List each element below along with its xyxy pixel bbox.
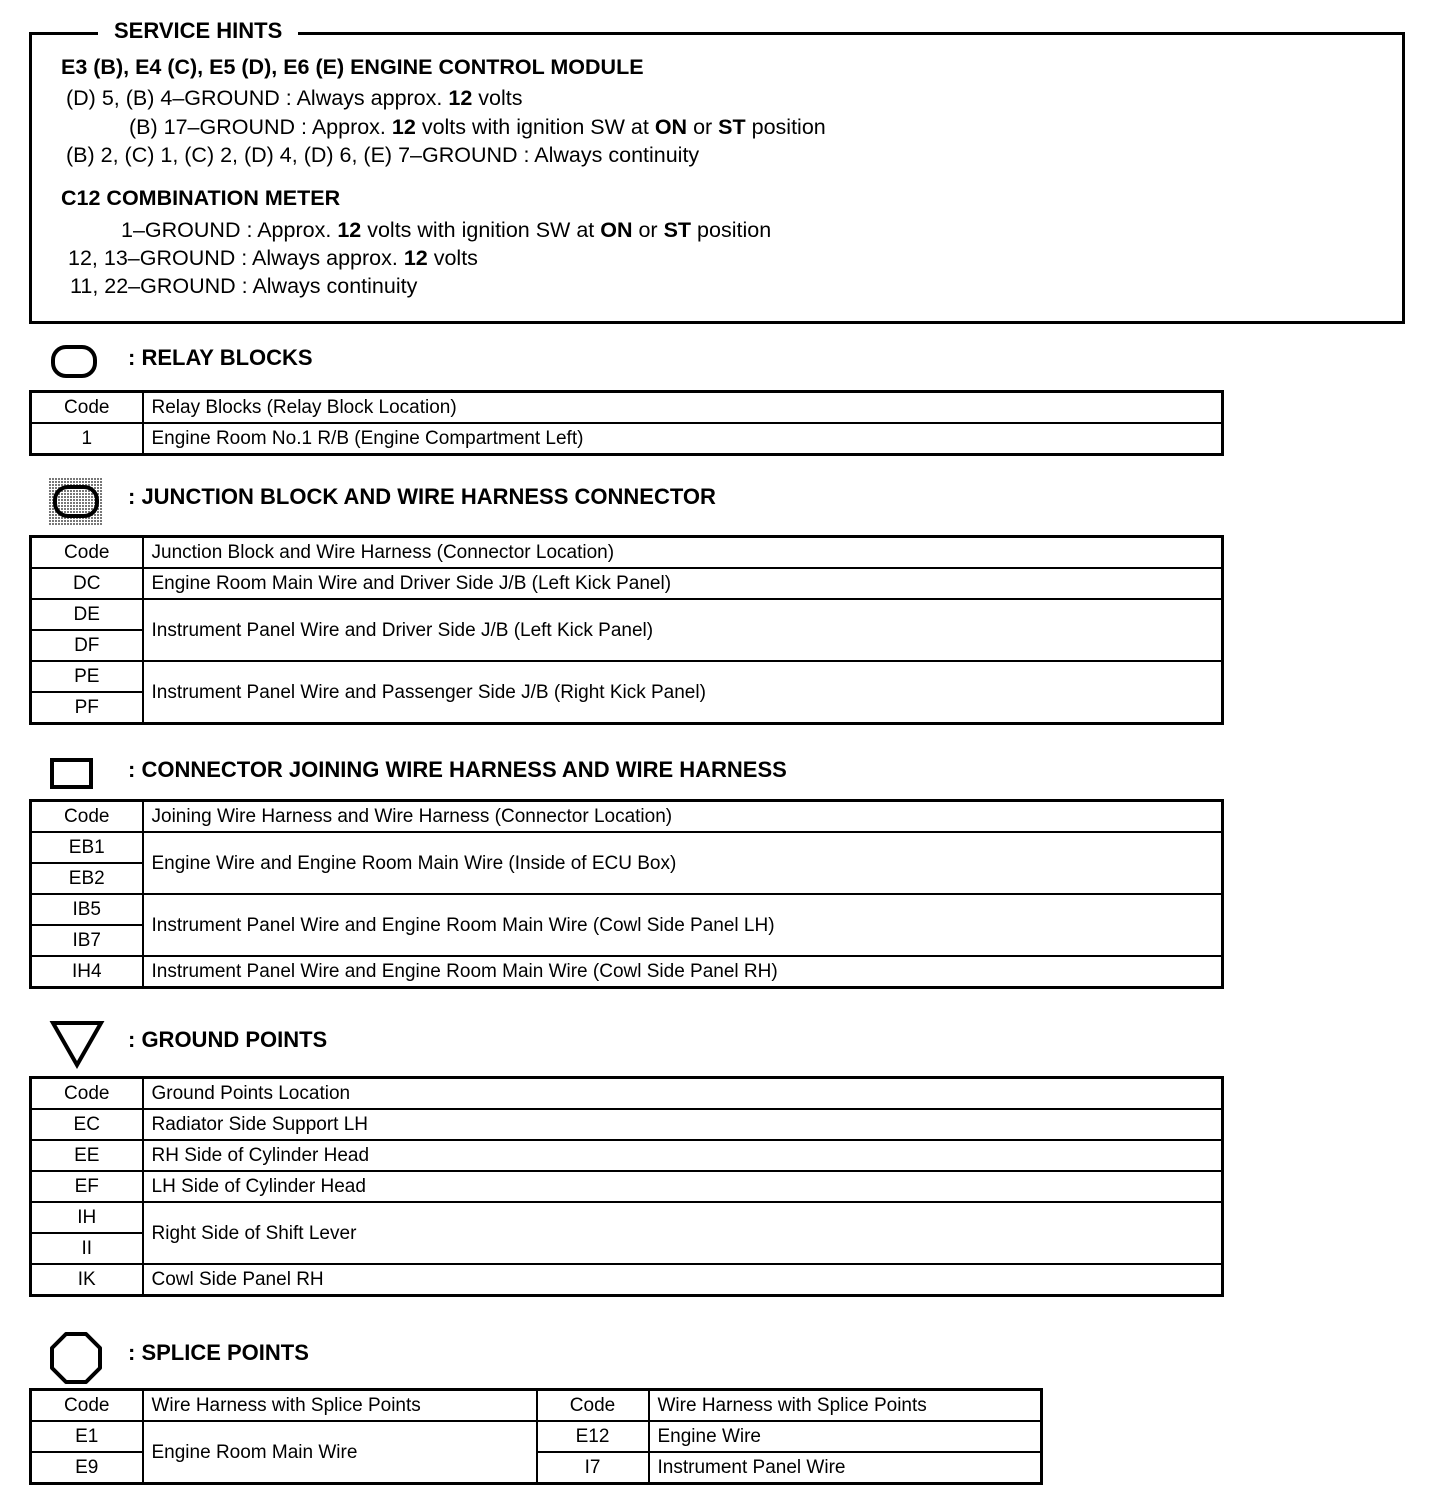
header-code: Code [31,801,143,833]
meter-line-1-on: ON [600,218,633,242]
table-header-row [31,1390,1042,1422]
relay-blocks-table [29,390,1224,456]
table-header-row [31,537,1223,569]
table-row [31,423,1223,455]
row-code: 1 [31,423,143,455]
table-header-row [31,392,1223,424]
ecm-line-1 [66,85,522,111]
ecm-line-1-value: 12 [448,86,473,110]
connector-icon [50,758,94,790]
meter-line-2-unit: volts [433,246,478,270]
ecm-line-2-text-c: position [751,115,826,139]
meter-line-1-pins: 1–GROUND : [121,218,253,242]
ground-points-title: : GROUND POINTS [128,1027,328,1052]
header-desc: Joining Wire Harness and Wire Harness (Connector Location) [143,801,1223,833]
relay-blocks-title: : RELAY BLOCKS [128,345,313,370]
row-code: IB7 [31,925,143,956]
row-code-2: I7 [537,1452,649,1484]
row-desc: Engine Room No.1 R/B (Engine Compartment Left) [143,423,1223,455]
ecm-line-2-st: ST [718,115,746,139]
meter-line-1-text-b: volts with ignition SW at [367,218,595,242]
ecm-heading: E3 (B), E4 (C), E5 (D), E6 (E) ENGINE CONTROL MODULE [61,55,644,79]
ground-point-icon [49,1019,105,1069]
service-hints-title: SERVICE HINTS [98,17,298,45]
table-row [31,832,1223,863]
header-desc-2: Wire Harness with Splice Points [649,1390,1042,1422]
meter-line-1 [121,217,771,243]
connector-title: : CONNECTOR JOINING WIRE HARNESS AND WIRE HARNESS [128,757,787,782]
ecm-line-3-pins: (B) 2, (C) 1, (C) 2, (D) 4, (D) 6, (E) 7–GROUND : [66,143,530,167]
ecm-line-1-pins: (D) 5, (B) 4–GROUND : [66,86,292,110]
meter-line-1-text: Approx. [257,218,332,242]
row-code: IH [31,1202,143,1233]
table-row [31,956,1223,988]
ground-points-table [29,1076,1224,1297]
row-code: PF [31,692,143,724]
meter-line-1-or: or [638,218,658,242]
header-code: Code [31,1078,143,1110]
row-desc-2: Instrument Panel Wire [649,1452,1042,1484]
row-code: DC [31,568,143,599]
meter-line-2-value: 12 [403,246,428,270]
ecm-line-2-text: Approx. [311,115,386,139]
meter-line-1-value: 12 [337,218,362,242]
row-code: IK [31,1264,143,1296]
table-row [31,1171,1223,1202]
meter-line-1-st: ST [663,218,692,242]
splice-point-icon [49,1331,103,1385]
header-desc: Relay Blocks (Relay Block Location) [143,392,1223,424]
row-desc: Radiator Side Support LH [143,1109,1223,1140]
row-code: EB1 [31,832,143,863]
row-code: EC [31,1109,143,1140]
row-code: II [31,1233,143,1264]
row-desc: Instrument Panel Wire and Driver Side J/B (Left Kick Panel) [143,599,1223,661]
ecm-line-1-text: Always approx. [296,86,443,110]
table-header-row [31,1078,1223,1110]
header-desc: Junction Block and Wire Harness (Connector Location) [143,537,1223,569]
row-code: DF [31,630,143,661]
meter-line-3 [70,273,417,299]
meter-line-3-text: Always continuity [252,274,418,298]
ecm-line-2 [129,114,826,140]
meter-heading: C12 COMBINATION METER [61,186,341,210]
table-row [31,1264,1223,1296]
row-code: PE [31,661,143,692]
row-desc: RH Side of Cylinder Head [143,1140,1223,1171]
ecm-line-2-on: ON [654,115,688,139]
row-desc: Engine Room Main Wire and Driver Side J/B (Left Kick Panel) [143,568,1223,599]
meter-line-3-pins: 11, 22–GROUND : [70,274,248,298]
row-code: E1 [31,1421,143,1452]
row-code: E9 [31,1452,143,1484]
meter-line-2-text: Always approx. [252,246,398,270]
relay-block-icon [50,342,98,380]
table-row [31,661,1223,692]
row-code: EF [31,1171,143,1202]
row-code-2: E12 [537,1421,649,1452]
ecm-line-3 [66,142,699,168]
header-code: Code [31,537,143,569]
ecm-line-2-pins: (B) 17–GROUND : [129,115,308,139]
row-desc: Instrument Panel Wire and Engine Room Main Wire (Cowl Side Panel RH) [143,956,1223,988]
table-row [31,568,1223,599]
row-code: DE [31,599,143,630]
row-desc: Cowl Side Panel RH [143,1264,1223,1296]
row-code: EB2 [31,863,143,894]
table-row [31,894,1223,925]
table-row [31,1202,1223,1233]
ecm-line-1-unit: volts [478,86,523,110]
row-desc: LH Side of Cylinder Head [143,1171,1223,1202]
header-code: Code [31,392,143,424]
table-row [31,599,1223,630]
meter-line-1-text-c: position [697,218,772,242]
table-header-row [31,801,1223,833]
splice-points-table [29,1388,1043,1485]
row-desc: Instrument Panel Wire and Passenger Side J/B (Right Kick Panel) [143,661,1223,724]
row-desc: Right Side of Shift Lever [143,1202,1223,1264]
junction-block-icon [49,478,103,526]
header-desc: Ground Points Location [143,1078,1223,1110]
row-desc: Instrument Panel Wire and Engine Room Main Wire (Cowl Side Panel LH) [143,894,1223,956]
ecm-line-3-text: Always continuity [534,143,700,167]
splice-points-title: : SPLICE POINTS [128,1340,309,1365]
junction-block-title: : JUNCTION BLOCK AND WIRE HARNESS CONNECTOR [128,484,716,509]
row-code: EE [31,1140,143,1171]
junction-block-table [29,535,1224,725]
row-desc: Engine Room Main Wire [143,1421,537,1484]
meter-line-2 [68,245,478,271]
header-desc: Wire Harness with Splice Points [143,1390,537,1422]
row-code: IB5 [31,894,143,925]
row-desc: Engine Wire and Engine Room Main Wire (Inside of ECU Box) [143,832,1223,894]
ecm-line-2-value: 12 [391,115,416,139]
header-code: Code [31,1390,143,1422]
row-desc-2: Engine Wire [649,1421,1042,1452]
table-row [31,1421,1042,1452]
table-row [31,1109,1223,1140]
connector-table [29,799,1224,989]
table-row [31,1140,1223,1171]
header-code-2: Code [537,1390,649,1422]
ecm-line-2-text-b: volts with ignition SW at [421,115,649,139]
meter-line-2-pins: 12, 13–GROUND : [68,246,248,270]
ecm-line-2-or: or [693,115,713,139]
row-code: IH4 [31,956,143,988]
